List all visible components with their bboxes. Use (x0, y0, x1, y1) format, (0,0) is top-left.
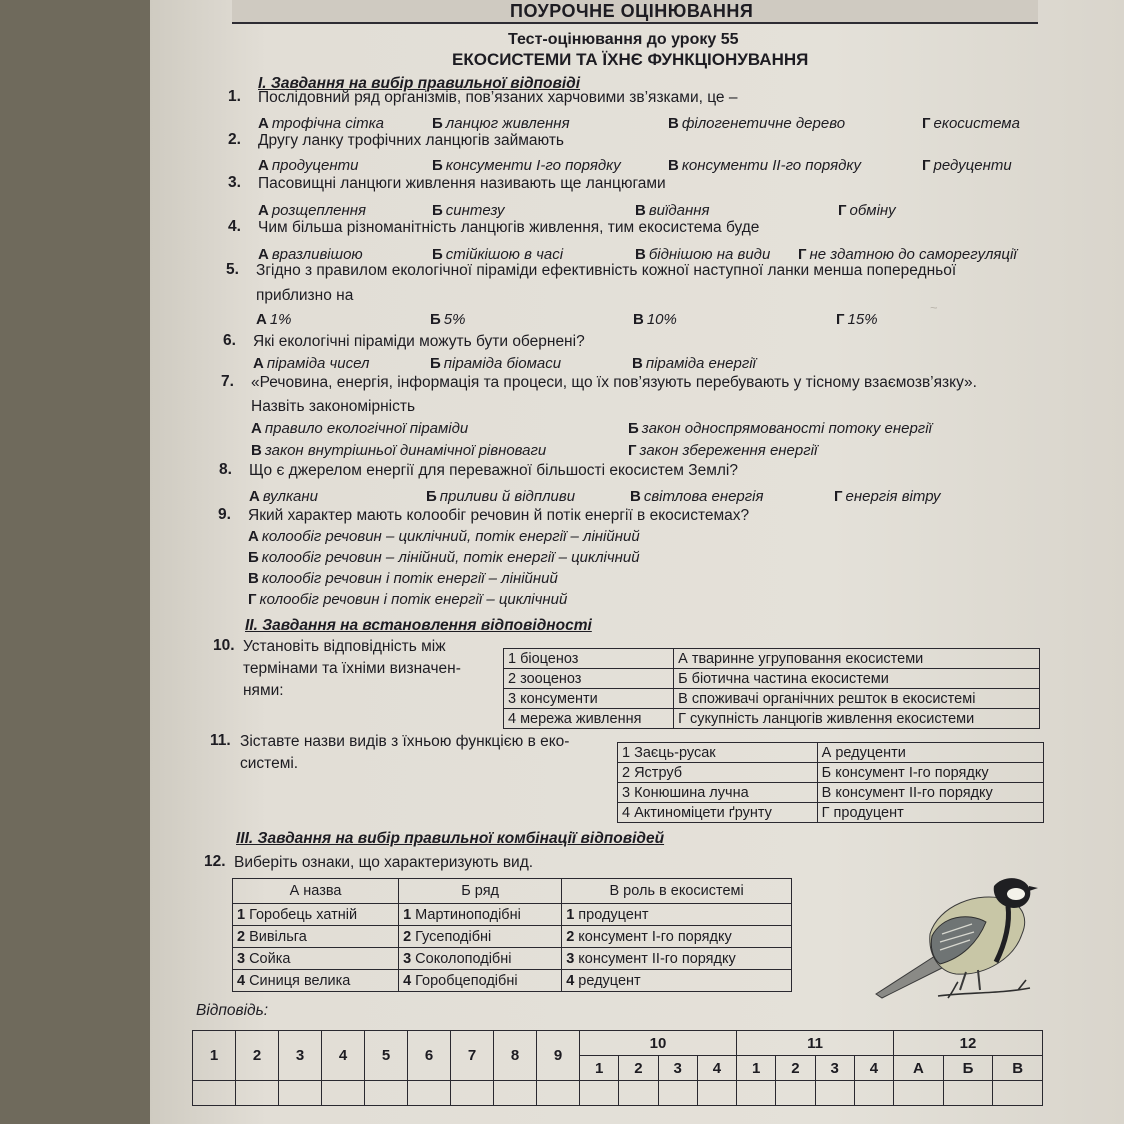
table-cell (233, 904, 399, 926)
answer-option[interactable] (432, 246, 563, 263)
bleed-through-text: ~ (930, 300, 938, 315)
option-text: виїдання (648, 202, 710, 219)
answer-option[interactable] (668, 115, 845, 132)
option-letter: Г (838, 202, 847, 219)
answer-option[interactable] (256, 311, 292, 328)
option-text: піраміда біомаси (443, 355, 562, 372)
answer-subcolumn-label: 2 (776, 1056, 815, 1081)
answer-input-cell[interactable] (322, 1081, 365, 1106)
answer-question-number: 6 (408, 1031, 451, 1081)
cell-index: 4 (566, 972, 575, 989)
page-title: ЕКОСИСТЕМИ ТА ЇХНЄ ФУНКЦІОНУВАННЯ (452, 50, 809, 69)
answer-option[interactable] (633, 311, 677, 328)
cell-text: консумент I-го порядку (578, 928, 732, 945)
option-letter: Б (248, 549, 259, 566)
answer-question-number: 7 (451, 1031, 494, 1081)
cell-text: консумент II-го порядку (578, 950, 736, 967)
cell-text: продуцент (833, 804, 904, 821)
term-cell (504, 649, 674, 669)
option-letter: А (249, 488, 260, 505)
answer-option[interactable] (248, 570, 558, 587)
cell-index: 3 (622, 784, 631, 801)
answer-option[interactable] (628, 442, 817, 459)
answer-question-number: 3 (279, 1031, 322, 1081)
answer-option[interactable] (248, 528, 640, 545)
option-text: розщеплення (271, 202, 367, 219)
term-cell (618, 763, 818, 783)
option-letter: Г (798, 246, 807, 263)
option-text: трофічна сітка (271, 115, 384, 132)
option-text: колообіг речовин – лінійний, потік енергії – циклічний (261, 549, 640, 566)
answer-input-cell[interactable] (815, 1081, 854, 1106)
cell-text: продуцент (578, 906, 649, 923)
option-letter: Б (430, 311, 441, 328)
answer-option[interactable] (251, 420, 468, 437)
option-text: обміну (849, 202, 896, 219)
table-row (504, 669, 1040, 689)
question-number: 9. (218, 506, 231, 523)
answer-option[interactable] (432, 202, 505, 219)
option-letter: А (253, 355, 264, 372)
table-row (504, 689, 1040, 709)
table-cell (562, 948, 792, 970)
answer-option[interactable] (838, 202, 896, 219)
answer-question-number: 5 (365, 1031, 408, 1081)
option-letter: В (635, 246, 646, 263)
option-letter: Б (426, 488, 437, 505)
section-heading-2: II. Завдання на встановлення відповідності (245, 617, 592, 634)
answer-header-row (193, 1031, 1043, 1056)
question-text: Зіставте назви видів з їхньою функцією в еко- (240, 733, 570, 750)
option-letter: Б (432, 202, 443, 219)
table-row (233, 948, 792, 970)
table-row (504, 649, 1040, 669)
option-letter: Г (248, 591, 257, 608)
combination-table-q12 (232, 878, 792, 992)
answer-option[interactable] (922, 157, 1012, 174)
cell-index: 2 (622, 764, 631, 781)
question-number: 4. (228, 218, 241, 235)
cell-index: В (821, 784, 832, 801)
question-text: Що є джерелом енергії для переважної більшості екосистем Землі? (249, 462, 738, 479)
cell-index: Б (821, 764, 832, 781)
question-text-continued: Назвіть закономірність (251, 398, 416, 415)
answer-option[interactable] (253, 355, 369, 372)
answer-option[interactable] (635, 202, 710, 219)
term-cell (504, 689, 674, 709)
answer-subcolumn-label: Б (943, 1056, 992, 1081)
question-number: 8. (219, 461, 232, 478)
question-text: системі. (240, 755, 299, 772)
option-letter: А (258, 246, 269, 263)
answer-option[interactable] (248, 591, 567, 608)
cell-index: 1 (566, 906, 575, 923)
option-letter: А (251, 420, 262, 437)
option-text: колообіг речовин і потік енергії – лінійний (261, 570, 558, 587)
cell-text: редуцент (578, 972, 641, 989)
bird-illustration (868, 872, 1040, 1006)
option-letter: В (248, 570, 259, 587)
option-text: закон збереження енергії (639, 442, 818, 459)
column-header: В роль в екосистемі (562, 879, 792, 904)
definition-cell (674, 709, 1040, 729)
cell-text: Яструб (634, 764, 683, 781)
cell-index: Г (821, 804, 830, 821)
option-letter: А (256, 311, 267, 328)
column-header: Б ряд (399, 879, 562, 904)
definition-cell (674, 689, 1040, 709)
definition-cell (674, 649, 1040, 669)
question-text: Установіть відповідність між (243, 638, 446, 655)
definition-cell (817, 763, 1043, 783)
option-text: 10% (646, 311, 677, 328)
answer-input-cell[interactable] (580, 1081, 619, 1106)
answer-option[interactable] (834, 488, 941, 505)
cell-index: В (678, 690, 688, 707)
table-cell (233, 970, 399, 992)
answer-option[interactable] (258, 246, 363, 263)
cell-index: Б (678, 670, 688, 687)
answer-option[interactable] (258, 157, 358, 174)
question-number: 12. (204, 853, 226, 870)
answer-input-cell[interactable] (894, 1081, 944, 1106)
cell-index: 4 (237, 972, 246, 989)
cell-index: 3 (566, 950, 575, 967)
answer-option[interactable] (430, 311, 465, 328)
question-text: Які екологічні піраміди можуть бути обернені? (253, 333, 585, 350)
question-text: Згідно з правилом екологічної піраміди ефективність кожної наступної ланки менша попередньої (256, 262, 957, 279)
cell-text: консумент II-го порядку (835, 784, 993, 801)
option-letter: Б (432, 157, 443, 174)
option-text: закон односпрямованості потоку енергії (641, 420, 932, 437)
answer-question-number: 8 (494, 1031, 537, 1081)
answer-subcolumn-label: В (993, 1056, 1043, 1081)
definition-cell (674, 669, 1040, 689)
term-cell (618, 783, 818, 803)
question-number: 6. (223, 332, 236, 349)
answer-input-cell[interactable] (279, 1081, 322, 1106)
option-letter: Г (834, 488, 843, 505)
option-text: енергія вітру (845, 488, 941, 505)
answer-option[interactable] (922, 115, 1020, 132)
term-cell (504, 709, 674, 729)
cell-index: 2 (237, 928, 246, 945)
option-letter: Б (432, 246, 443, 263)
answer-option[interactable] (258, 202, 366, 219)
cell-index: 4 (508, 710, 517, 727)
term-cell (618, 743, 818, 763)
option-letter: В (633, 311, 644, 328)
option-text: ланцюг живлення (445, 115, 570, 132)
answer-option[interactable] (836, 311, 878, 328)
option-text: колообіг речовин – циклічний, потік енергії – лінійний (261, 528, 640, 545)
question-text: нями: (243, 682, 284, 699)
option-text: редуценти (933, 157, 1012, 174)
answer-input-cell[interactable] (854, 1081, 893, 1106)
table-row (233, 970, 792, 992)
option-letter: Г (922, 115, 931, 132)
cell-text: біоценоз (520, 650, 579, 667)
question-text-continued: приблизно на (256, 287, 354, 304)
answer-input-cell[interactable] (365, 1081, 408, 1106)
option-letter: А (258, 202, 269, 219)
option-letter: Б (432, 115, 443, 132)
table-cell (562, 970, 792, 992)
answer-option[interactable] (430, 355, 561, 372)
cell-index: 1 (403, 906, 412, 923)
option-letter: В (251, 442, 262, 459)
banner-title: ПОУРОЧНЕ ОЦІНЮВАННЯ (510, 1, 754, 21)
option-text: 5% (443, 311, 466, 328)
table-cell (562, 926, 792, 948)
answer-subcolumn-label: 3 (815, 1056, 854, 1081)
cell-index: 4 (622, 804, 631, 821)
answer-option[interactable] (628, 420, 932, 437)
cell-text: Мартиноподібні (415, 906, 521, 923)
answer-question-number: 10 (580, 1031, 737, 1056)
question-number: 7. (221, 373, 234, 390)
option-letter: А (258, 115, 269, 132)
definition-cell (817, 803, 1043, 823)
table-row (233, 904, 792, 926)
cell-text: редуценти (835, 744, 906, 761)
answer-question-number: 2 (236, 1031, 279, 1081)
option-letter: В (668, 157, 679, 174)
cell-text: Заєць-русак (634, 744, 716, 761)
table-cell (233, 926, 399, 948)
question-text: термінами та їхніми визначен- (243, 660, 461, 677)
cell-text: Актиноміцети ґрунту (634, 804, 772, 821)
cell-index: А (678, 650, 688, 667)
option-text: вразливішою (271, 246, 363, 263)
question-text: Другу ланку трофічних ланцюгів займають (258, 132, 565, 149)
cell-text: Конюшина лучна (634, 784, 749, 801)
option-text: консументи I-го порядку (445, 157, 621, 174)
cell-text: Гусеподібні (415, 928, 492, 945)
answer-subcolumn-label: 3 (658, 1056, 697, 1081)
answer-question-number: 11 (737, 1031, 894, 1056)
option-text: стійкішою в часі (445, 246, 564, 263)
table-cell (562, 904, 792, 926)
answer-input-cell[interactable] (993, 1081, 1043, 1106)
option-text: закон внутрішньої динамічної рівноваги (264, 442, 547, 459)
cell-index: 2 (566, 928, 575, 945)
answer-input-cell[interactable] (776, 1081, 815, 1106)
bird-cheek (1007, 888, 1025, 900)
table-row (233, 926, 792, 948)
answer-option[interactable] (248, 549, 640, 566)
cell-text: Синиця велика (249, 972, 351, 989)
option-text: біднішою на види (648, 246, 771, 263)
answer-subcolumn-label: 2 (619, 1056, 658, 1081)
answer-subcolumn-label: 1 (580, 1056, 619, 1081)
definition-cell (817, 743, 1043, 763)
question-text: Який характер мають колообіг речовин й потік енергії в екосистемах? (248, 507, 750, 524)
answer-subcolumn-label: А (894, 1056, 944, 1081)
option-letter: А (258, 157, 269, 174)
cell-text: тваринне угруповання екосистеми (691, 650, 924, 667)
option-text: вулкани (262, 488, 318, 505)
cell-text: споживачі органічних решток в екосистемі (691, 690, 976, 707)
option-letter: А (248, 528, 259, 545)
answer-input-row (193, 1081, 1043, 1106)
option-text: синтезу (445, 202, 505, 219)
table-cell (399, 926, 562, 948)
option-text: консументи II-го порядку (681, 157, 861, 174)
answer-input-cell[interactable] (537, 1081, 580, 1106)
section-heading-3: III. Завдання на вибір правильної комбінації відповідей (236, 830, 665, 847)
lesson-subtitle: Тест-оцінювання до уроку 55 (508, 31, 739, 48)
option-letter: Г (836, 311, 845, 328)
cell-index: 1 (508, 650, 517, 667)
answer-input-cell[interactable] (619, 1081, 658, 1106)
option-letter: В (635, 202, 646, 219)
answer-input-cell[interactable] (193, 1081, 236, 1106)
answer-input-cell[interactable] (408, 1081, 451, 1106)
question-number: 2. (228, 131, 241, 148)
table-cell (399, 970, 562, 992)
option-text: піраміда чисел (266, 355, 370, 372)
cell-text: біотична частина екосистеми (691, 670, 889, 687)
answer-option[interactable] (630, 488, 764, 505)
cell-index: 4 (403, 972, 412, 989)
question-text: Чим більша різноманітність ланцюгів живлення, тим екосистема буде (258, 219, 760, 236)
question-text: «Речовина, енергія, інформація та процеси, що їх пов’язують перебувають у тісному взаємозв’язку». (251, 374, 977, 391)
option-text: приливи й відпливи (439, 488, 576, 505)
bird-branch (938, 980, 1030, 998)
option-text: правило екологічної піраміди (264, 420, 469, 437)
answer-input-cell[interactable] (494, 1081, 537, 1106)
question-number: 1. (228, 88, 241, 105)
table-cell (233, 948, 399, 970)
cell-index: 2 (403, 928, 412, 945)
cell-index: 1 (237, 906, 246, 923)
answer-option[interactable] (668, 157, 861, 174)
definition-cell (817, 783, 1043, 803)
option-text: філогенетичне дерево (681, 115, 846, 132)
section-heading-1: I. Завдання на вибір правильної відповіді (258, 75, 581, 92)
cell-text: Сойка (249, 950, 291, 967)
cell-text: зооценоз (520, 670, 582, 687)
answer-option[interactable] (249, 488, 318, 505)
column-header: А назва (233, 879, 399, 904)
question-number: 3. (228, 174, 241, 191)
answer-input-cell[interactable] (658, 1081, 697, 1106)
table-row (618, 763, 1044, 783)
cell-text: консумент I-го порядку (835, 764, 989, 781)
cell-index: 3 (403, 950, 412, 967)
option-text: колообіг речовин і потік енергії – циклічний (259, 591, 568, 608)
cell-index: 1 (622, 744, 631, 761)
answer-input-cell[interactable] (697, 1081, 736, 1106)
answer-question-number: 1 (193, 1031, 236, 1081)
question-text: Пасовищні ланцюги живлення називають ще ланцюгами (258, 175, 666, 192)
option-letter: Г (922, 157, 931, 174)
option-letter: Б (430, 355, 441, 372)
option-letter: В (630, 488, 641, 505)
term-cell (504, 669, 674, 689)
option-text: продуценти (271, 157, 359, 174)
answer-question-number: 9 (537, 1031, 580, 1081)
cell-text: Горобцеподібні (415, 972, 518, 989)
cell-index: А (821, 744, 832, 761)
matching-table-q11 (617, 742, 1044, 823)
answer-option[interactable] (798, 246, 1017, 263)
option-text: світлова енергія (643, 488, 764, 505)
option-text: піраміда енергії (645, 355, 756, 372)
answer-subcolumn-label: 1 (737, 1056, 776, 1081)
answer-input-cell[interactable] (943, 1081, 992, 1106)
option-text: 15% (847, 311, 878, 328)
cell-text: мережа живлення (520, 710, 642, 727)
table-cell (399, 948, 562, 970)
term-cell (618, 803, 818, 823)
answer-option[interactable] (432, 115, 570, 132)
option-text: 1% (269, 311, 292, 328)
answer-question-number: 4 (322, 1031, 365, 1081)
option-letter: Б (628, 420, 639, 437)
option-letter: В (632, 355, 643, 372)
answer-option[interactable] (258, 115, 384, 132)
cell-index: Г (678, 710, 686, 727)
cell-index: 3 (237, 950, 246, 967)
question-number: 10. (213, 637, 235, 654)
option-text: екосистема (933, 115, 1020, 132)
table-row (618, 803, 1044, 823)
bird-beak (1029, 886, 1038, 891)
cell-text: консументи (520, 690, 598, 707)
cell-index: 2 (508, 670, 517, 687)
answer-option[interactable] (432, 157, 621, 174)
cell-text: Соколоподібні (415, 950, 512, 967)
answer-subcolumn-label: 4 (854, 1056, 893, 1081)
cell-index: 3 (508, 690, 517, 707)
option-letter: Г (628, 442, 637, 459)
question-number: 5. (226, 261, 239, 278)
answer-grid (192, 1030, 1043, 1106)
answer-option[interactable] (426, 488, 575, 505)
answer-input-cell[interactable] (236, 1081, 279, 1106)
answer-input-cell[interactable] (451, 1081, 494, 1106)
cell-text: Вивільга (249, 928, 307, 945)
answer-label: Відповідь: (196, 1002, 269, 1019)
question-text: Виберіть ознаки, що характеризують вид. (234, 854, 534, 871)
table-cell (399, 904, 562, 926)
answer-question-number: 12 (894, 1031, 1043, 1056)
answer-subcolumn-label: 4 (697, 1056, 736, 1081)
table-row (618, 743, 1044, 763)
question-number: 11. (210, 732, 231, 749)
table-row (618, 783, 1044, 803)
option-text: не здатною до саморегуляції (809, 246, 1017, 263)
answer-option[interactable] (632, 355, 756, 372)
answer-input-cell[interactable] (737, 1081, 776, 1106)
question-text: Послідовний ряд організмів, пов’язаних харчовими зв’язками, це – (258, 89, 738, 106)
answer-option[interactable] (635, 246, 770, 263)
table-row (504, 709, 1040, 729)
matching-table-q10 (503, 648, 1040, 729)
cell-text: Горобець хатній (249, 906, 358, 923)
answer-option[interactable] (251, 442, 546, 459)
option-letter: В (668, 115, 679, 132)
cell-text: сукупність ланцюгів живлення екосистеми (690, 710, 975, 727)
table-header-row (233, 879, 792, 904)
